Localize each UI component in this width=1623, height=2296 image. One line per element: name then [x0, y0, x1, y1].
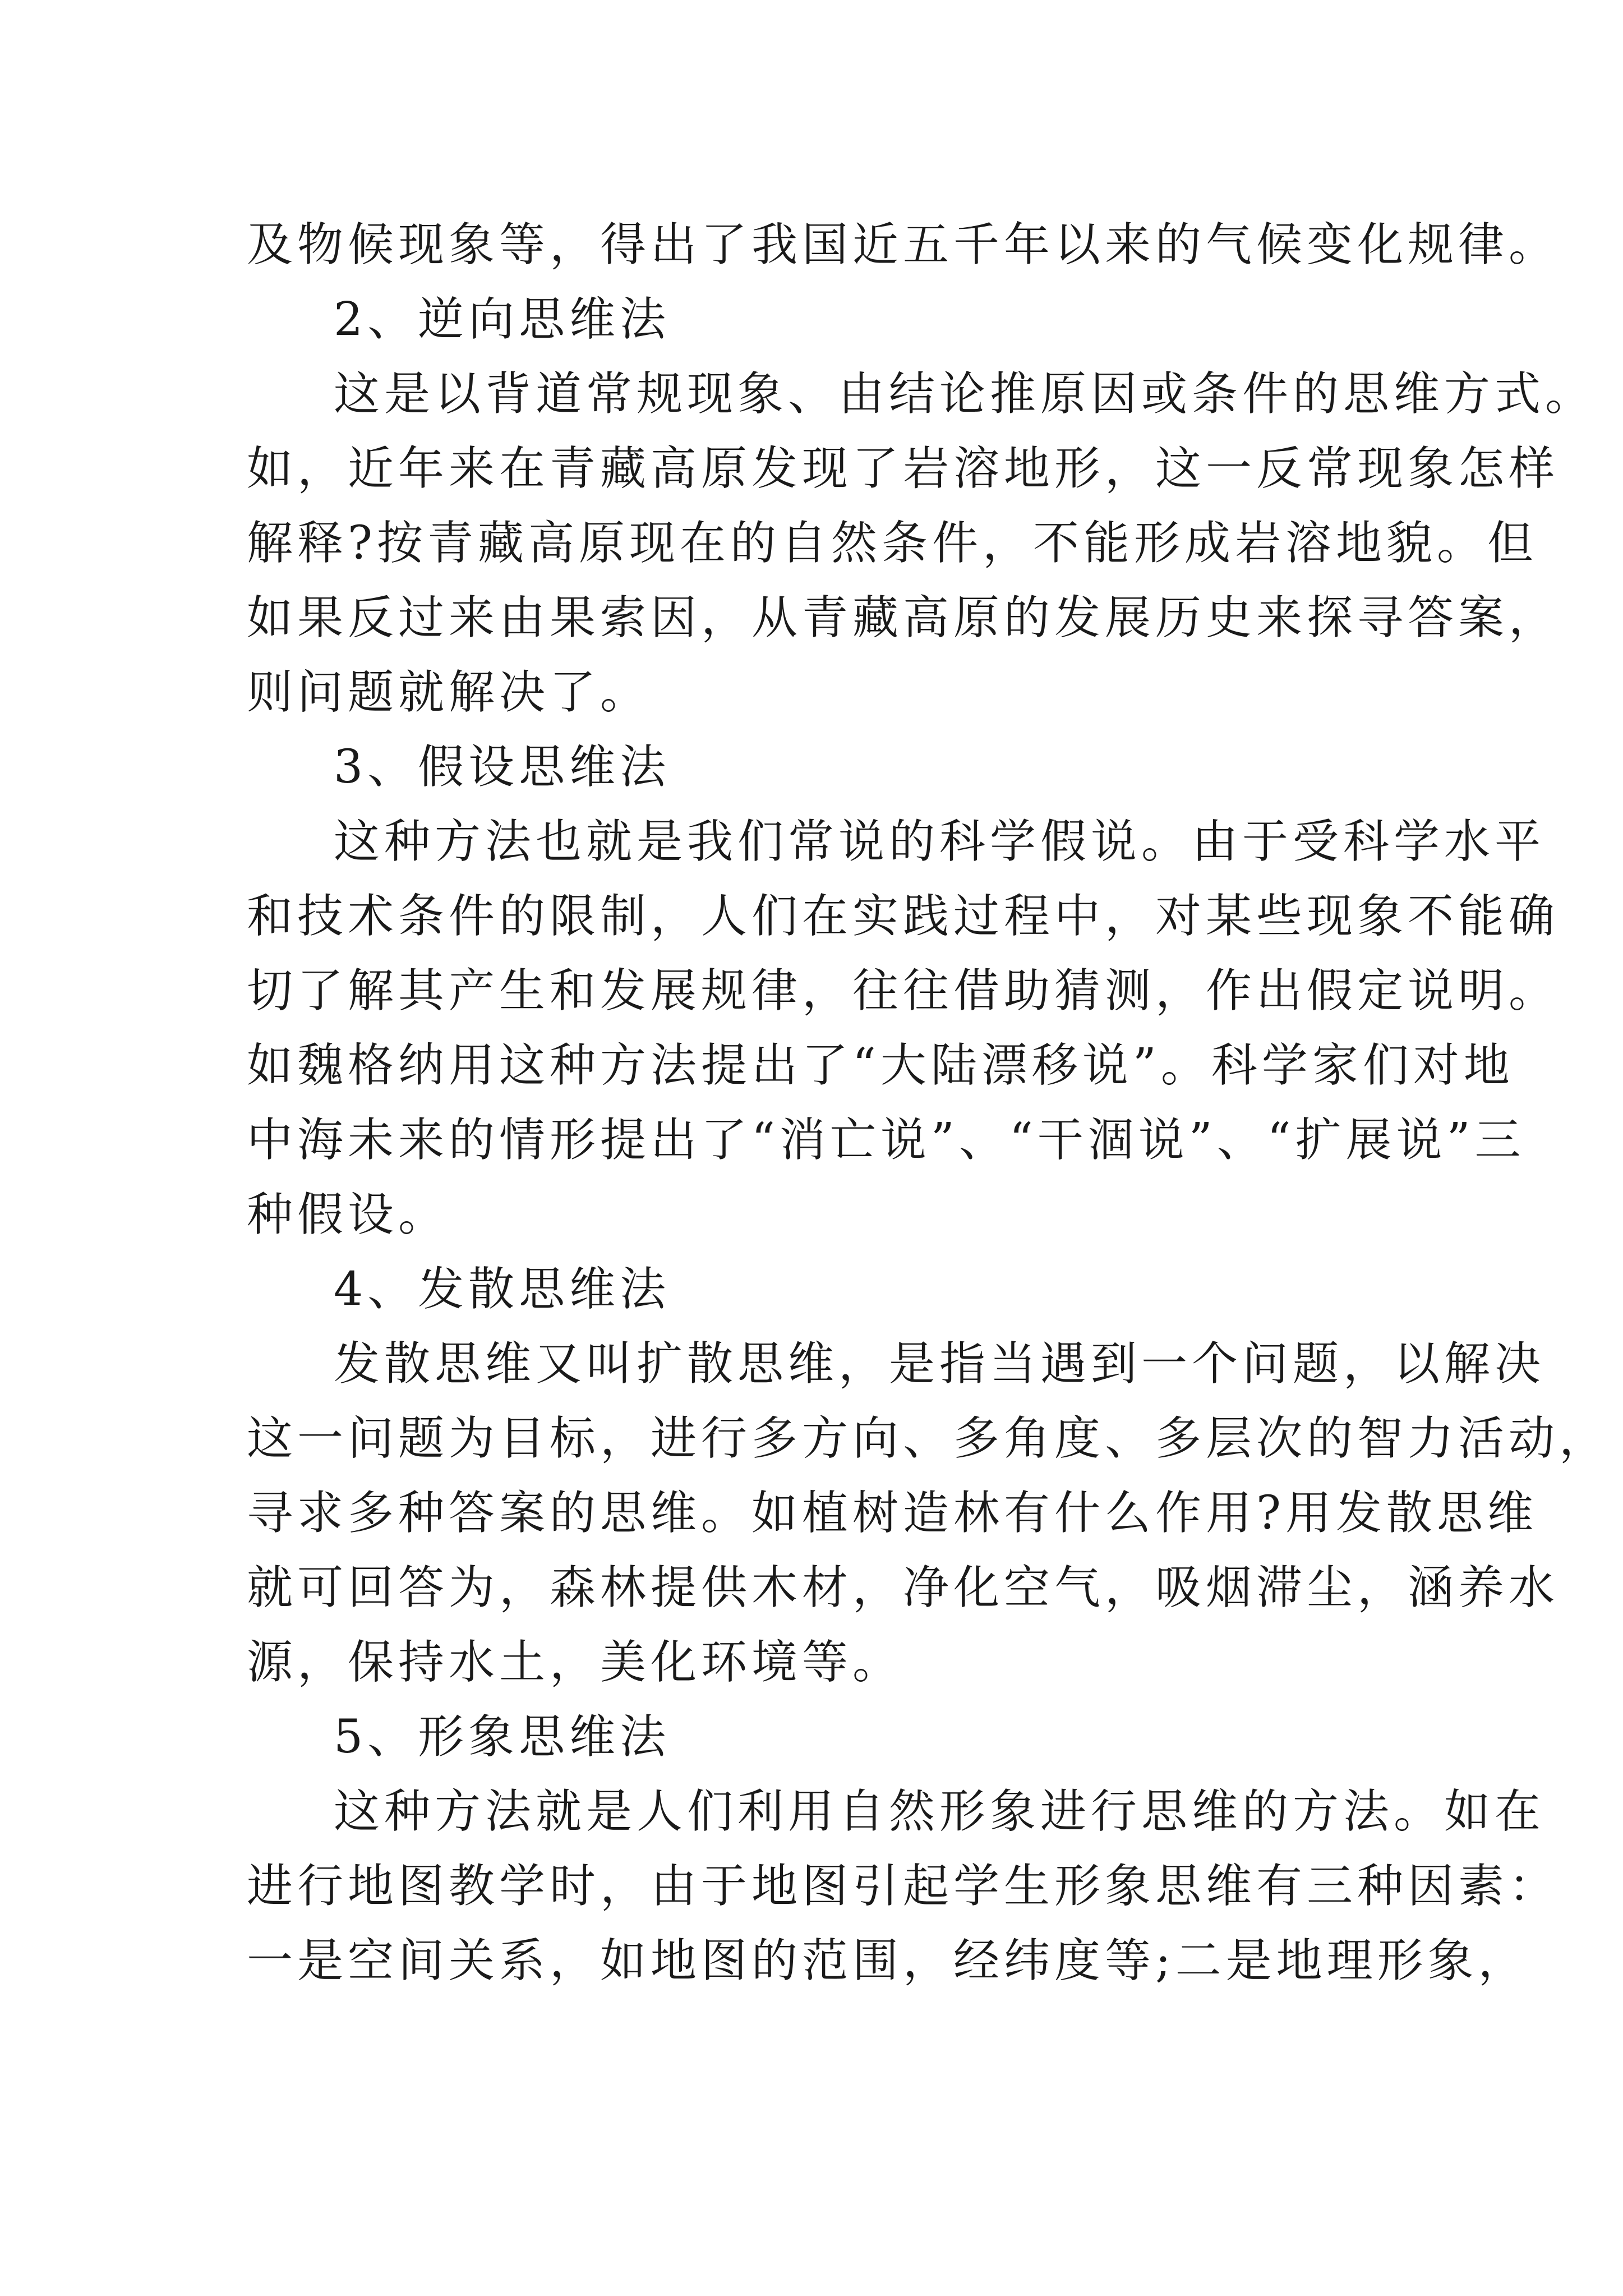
- paragraph-line: 这一问题为目标，进行多方向、多角度、多层次的智力活动，: [247, 1412, 1610, 1465]
- paragraph-line: 及物候现象等，得出了我国近五千年以来的气候变化规律。: [247, 218, 1560, 272]
- section-heading: 3、假设思维法: [334, 740, 671, 794]
- section-heading: 4、发散思维法: [334, 1263, 671, 1316]
- paragraph-line: 和技术条件的限制，人们在实践过程中，对某些现象不能确: [247, 890, 1560, 943]
- paragraph-line: 这种方法就是人们利用自然形象进行思维的方法。如在: [334, 1785, 1546, 1838]
- paragraph-line: 种假设。: [247, 1188, 449, 1241]
- paragraph-line: 如果反过来由果索因，从青藏高原的发展历史来探寻答案，: [247, 591, 1560, 645]
- paragraph-line: 这是以背道常规现象、由结论推原因或条件的思维方式。: [334, 367, 1596, 421]
- paragraph-line: 发散思维又叫扩散思维，是指当遇到一个问题，以解决: [334, 1337, 1546, 1391]
- paragraph-line: 则问题就解决了。: [247, 666, 651, 719]
- paragraph-line: 切了解其产生和发展规律，往往借助猜测，作出假定说明。: [247, 964, 1560, 1018]
- paragraph-line: 进行地图教学时，由于地图引起学生形象思维有三种因素：: [247, 1860, 1560, 1913]
- paragraph-line: 一是空间关系，如地图的范围，经纬度等;二是地理形象，: [247, 1934, 1529, 1987]
- section-heading: 5、形象思维法: [334, 1710, 671, 1764]
- paragraph-line: 寻求多种答案的思维。如植树造林有什么作用?用发散思维: [247, 1487, 1538, 1540]
- paragraph-line: 中海未来的情形提出了“消亡说”、“干涸说”、“扩展说”三: [247, 1114, 1525, 1167]
- paragraph-line: 解释?按青藏高原现在的自然条件，不能形成岩溶地貌。但: [247, 517, 1538, 570]
- paragraph-line: 源，保持水土，美化环境等。: [247, 1636, 903, 1689]
- paragraph-line: 这种方法也就是我们常说的科学假说。由于受科学水平: [334, 815, 1546, 868]
- section-heading: 2、逆向思维法: [334, 293, 671, 346]
- paragraph-line: 如魏格纳用这种方法提出了“大陆漂移说”。科学家们对地: [247, 1039, 1514, 1092]
- paragraph-line: 就可回答为，森林提供木材，净化空气，吸烟滞尘，涵养水: [247, 1561, 1560, 1614]
- paragraph-line: 如，近年来在青藏高原发现了岩溶地形，这一反常现象怎样: [247, 442, 1560, 495]
